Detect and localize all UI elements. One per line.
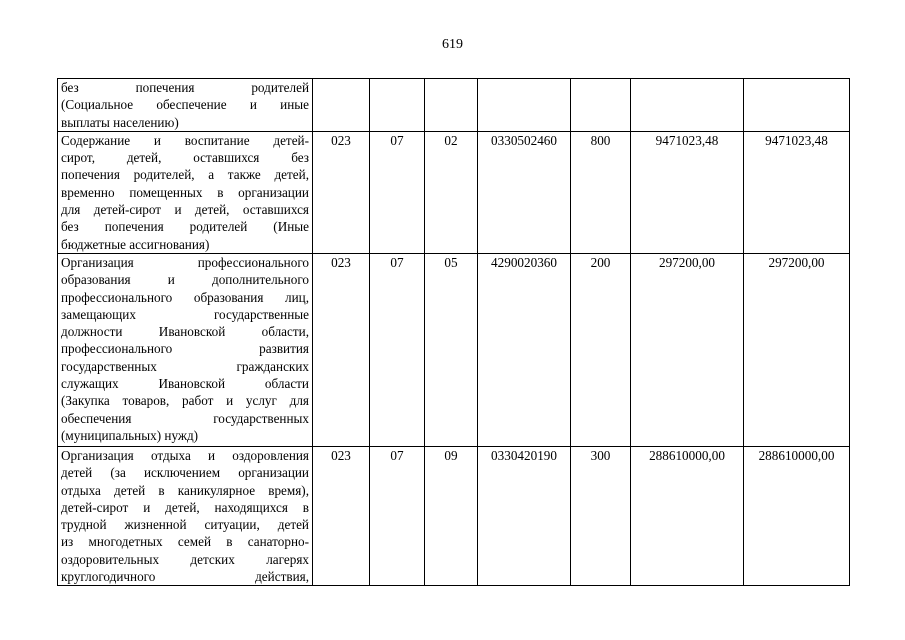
- description-line: из многодетных семей в санаторно-: [61, 534, 309, 550]
- description-line: профессионального развития: [61, 341, 309, 357]
- description-line: Содержание и воспитание детей-: [61, 132, 309, 148]
- row-description: [58, 253, 313, 446]
- section-code: [370, 79, 425, 132]
- ministry-code: 023: [313, 446, 370, 585]
- description-line: Организация отдыха и оздоровления: [61, 447, 309, 463]
- description-line: сирот, детей, оставшихся без: [61, 150, 309, 166]
- subsection-code: 05: [425, 253, 478, 446]
- description-line: (Закупка товаров, работ и услуг для: [61, 393, 309, 409]
- target-code: 0330420190: [478, 446, 571, 585]
- description-line: для детей-сирот и детей, оставшихся: [61, 202, 309, 218]
- page-number: 619: [442, 37, 463, 52]
- target-code: [478, 79, 571, 132]
- description-line: (Социальное обеспечение и иные: [61, 97, 309, 113]
- description-line: без попечения родителей (Иные: [61, 219, 309, 235]
- description-line: обеспечения государственных: [61, 410, 309, 426]
- table-row: [58, 79, 850, 132]
- description-line: круглогодичного действия,: [61, 569, 309, 585]
- description-line: должности Ивановской области,: [61, 324, 309, 340]
- expense-type-code: 300: [571, 446, 631, 585]
- amount-1: 288610000,00: [631, 446, 744, 585]
- description-line: замещающих государственные: [61, 306, 309, 322]
- amount-2: 9471023,48: [744, 131, 850, 253]
- description-line: служащих Ивановской области: [61, 376, 309, 392]
- target-code: 4290020360: [478, 253, 571, 446]
- amount-2: 297200,00: [744, 253, 850, 446]
- ministry-code: [313, 79, 370, 132]
- description-line: попечения родителей, а также детей,: [61, 167, 309, 183]
- description-line: бюджетные ассигнования): [61, 236, 210, 252]
- table-row: [58, 446, 850, 585]
- description-line: Организация профессионального: [61, 254, 309, 270]
- target-code: 0330502460: [478, 131, 571, 253]
- table-row: [58, 253, 850, 446]
- subsection-code: 09: [425, 446, 478, 585]
- description-line: оздоровительных детских лагерях: [61, 551, 309, 567]
- amount-2: 288610000,00: [744, 446, 850, 585]
- description-line: (муниципальных) нужд): [61, 427, 199, 443]
- description-line: без попечения родителей: [61, 80, 309, 95]
- description-line: детей-сирот и детей, находящихся в: [61, 499, 309, 515]
- expense-type-code: 200: [571, 253, 631, 446]
- description-line: государственных гражданских: [61, 358, 309, 374]
- description-line: образования и дополнительного: [61, 272, 309, 288]
- description-line: профессионального образования лиц,: [61, 289, 309, 305]
- row-description: [58, 79, 313, 132]
- description-line: детей (за исключением организации: [61, 465, 309, 481]
- description-line: выплаты населению): [61, 114, 179, 130]
- section-code: 07: [370, 131, 425, 253]
- subsection-code: [425, 79, 478, 132]
- section-code: 07: [370, 446, 425, 585]
- row-description: [58, 446, 313, 585]
- amount-1: [631, 79, 744, 132]
- budget-table: [57, 78, 850, 586]
- amount-1: 297200,00: [631, 253, 744, 446]
- description-line: трудной жизненной ситуации, детей: [61, 517, 309, 533]
- table-row: [58, 131, 850, 253]
- description-line: отдыха детей в каникулярное время),: [61, 482, 309, 498]
- subsection-code: 02: [425, 131, 478, 253]
- ministry-code: 023: [313, 253, 370, 446]
- expense-type-code: 800: [571, 131, 631, 253]
- expense-type-code: [571, 79, 631, 132]
- row-description: [58, 131, 313, 253]
- amount-2: [744, 79, 850, 132]
- ministry-code: 023: [313, 131, 370, 253]
- description-line: временно помещенных в организации: [61, 184, 309, 200]
- amount-1: 9471023,48: [631, 131, 744, 253]
- section-code: 07: [370, 253, 425, 446]
